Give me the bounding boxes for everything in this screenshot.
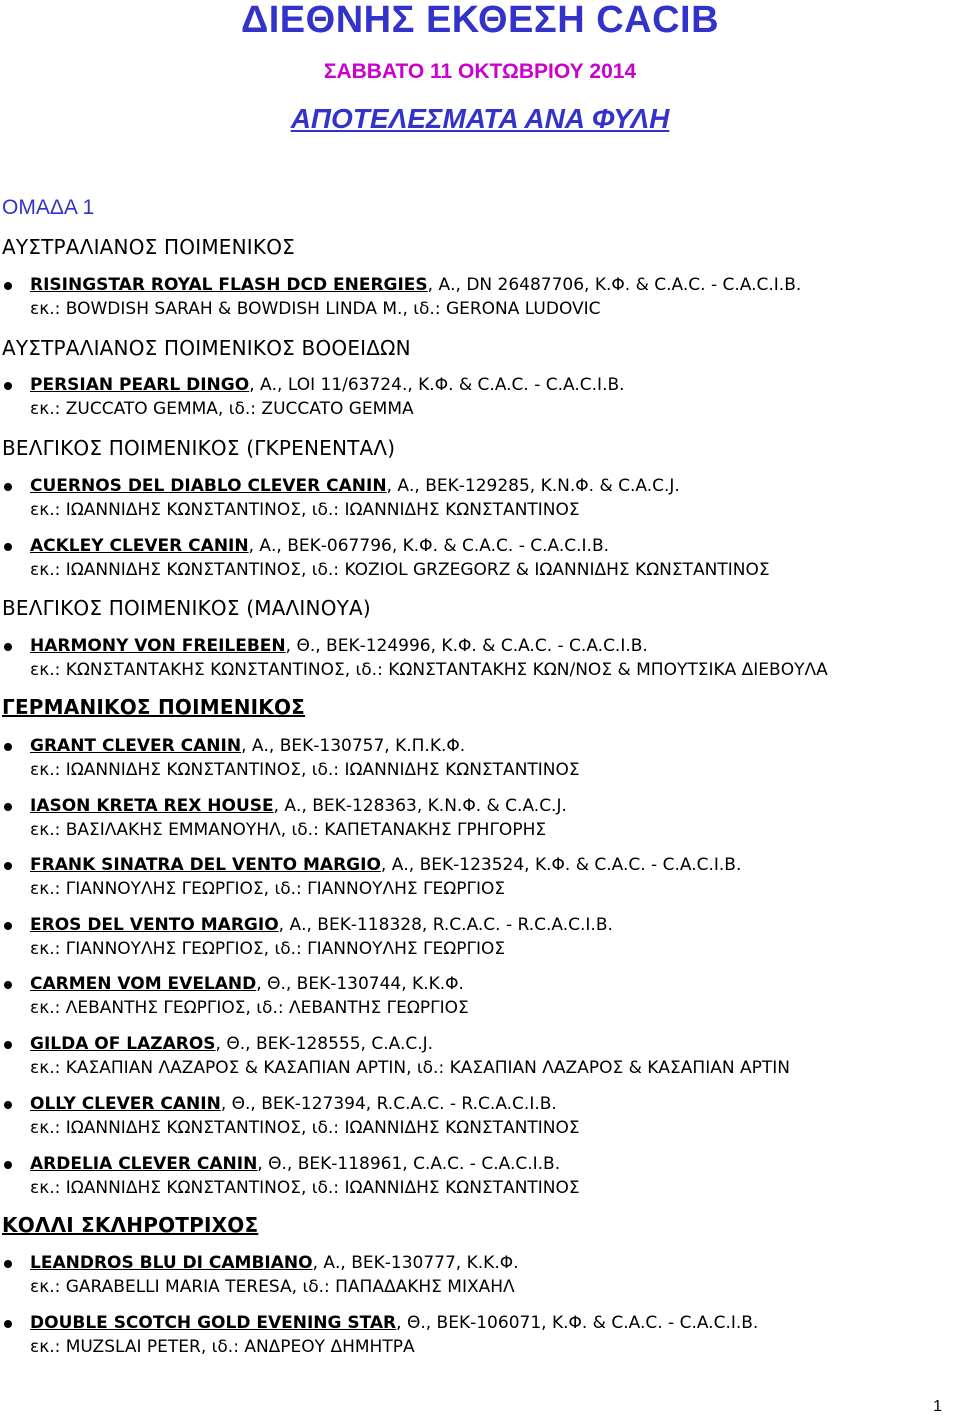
bullet-icon (4, 382, 12, 390)
breed-heading: ΑΥΣΤΡΑΛΙΑΝΟΣ ΠΟΙΜΕΝΙΚΟΣ (2, 235, 295, 259)
owner-line: εκ.: ΙΩΑΝΝΙΔΗΣ ΚΩΝΣΤΑΝΤΙΝΟΣ, ιδ.: ΙΩΑΝΝΙΔΗΣ ΚΩΝΣΤΑΝΤΙΝΟΣ (30, 1118, 580, 1138)
owner-line: εκ.: GARABELLI MARIA TERESA, ιδ.: ΠΑΠΑΔΑΚΗΣ ΜΙΧΑΗΛ (30, 1277, 515, 1297)
owner-line: εκ.: ΙΩΑΝΝΙΔΗΣ ΚΩΝΣΤΑΝΤΙΝΟΣ, ιδ.: ΙΩΑΝΝΙΔΗΣ ΚΩΝΣΤΑΝΤΙΝΟΣ (30, 1178, 580, 1198)
dog-line (30, 1092, 557, 1116)
dog-line (30, 913, 613, 937)
bullet-icon (4, 643, 12, 651)
breed-heading: ΒΕΛΓΙΚΟΣ ΠΟΙΜΕΝΙΚΟΣ (ΓΚΡΕΝΕΝΤΑΛ) (2, 436, 396, 460)
page-number: 1 (933, 1398, 942, 1415)
dog-details: , Α., ΒΕΚ-067796, Κ.Φ. & C.A.C. - C.A.C.I.B. (248, 536, 610, 556)
dog-line (30, 794, 567, 818)
dog-details: , Α., ΒΕΚ-118328, R.C.A.C. - R.C.A.C.I.B. (278, 915, 613, 935)
bullet-icon (4, 862, 12, 870)
dog-name: OLLY CLEVER CANIN (30, 1094, 221, 1114)
owner-line: εκ.: ΙΩΑΝΝΙΔΗΣ ΚΩΝΣΤΑΝΤΙΝΟΣ, ιδ.: ΙΩΑΝΝΙΔΗΣ ΚΩΝΣΤΑΝΤΙΝΟΣ (30, 500, 580, 520)
dog-line (30, 474, 680, 498)
dog-details: , Θ., ΒΕΚ-128555, C.A.C.J. (215, 1034, 434, 1054)
dog-details: , Α., LOI 11/63724., Κ.Φ. & C.A.C. - C.A.C.I.B. (249, 375, 625, 395)
breed-heading: ΓΕΡΜΑΝΙΚΟΣ ΠΟΙΜΕΝΙΚΟΣ (2, 695, 306, 719)
bullet-icon (4, 1161, 12, 1169)
bullet-icon (4, 1260, 12, 1268)
bullet-icon (4, 483, 12, 491)
dog-line (30, 734, 465, 758)
owner-line: εκ.: ZUCCATO GEMMA, ιδ.: ZUCCATO GEMMA (30, 399, 414, 419)
dog-name: ARDELIA CLEVER CANIN (30, 1154, 258, 1174)
owner-line: εκ.: ΚΩΝΣΤΑΝΤΑΚΗΣ ΚΩΝΣΤΑΝΤΙΝΟΣ, ιδ.: ΚΩΝΣΤΑΝΤΑΚΗΣ ΚΩΝ/ΝΟΣ & ΜΠΟΥΤΣΙΚΑ ΔΙΕΒΟΥΛΑ (30, 660, 828, 680)
group-heading: ΟΜΑΔΑ 1 (2, 196, 95, 219)
owner-line: εκ.: ΚΑΣΑΠΙΑΝ ΛΑΖΑΡΟΣ & ΚΑΣΑΠΙΑΝ ΑΡΤΙΝ, ιδ.: ΚΑΣΑΠΙΑΝ ΛΑΖΑΡΟΣ & ΚΑΣΑΠΙΑΝ ΑΡΤΙΝ (30, 1058, 790, 1078)
owner-line: εκ.: ΓΙΑΝΝΟΥΛΗΣ ΓΕΩΡΓΙΟΣ, ιδ.: ΓΙΑΝΝΟΥΛΗΣ ΓΕΩΡΓΙΟΣ (30, 879, 506, 899)
owner-line: εκ.: ΓΙΑΝΝΟΥΛΗΣ ΓΕΩΡΓΙΟΣ, ιδ.: ΓΙΑΝΝΟΥΛΗΣ ΓΕΩΡΓΙΟΣ (30, 939, 506, 959)
dog-line (30, 634, 648, 658)
dog-details: , Θ., ΒΕΚ-127394, R.C.A.C. - R.C.A.C.I.B. (220, 1094, 557, 1114)
bullet-icon (4, 981, 12, 989)
dog-details: , Α., DN 26487706, Κ.Φ. & C.A.C. - C.A.C.I.B. (427, 275, 802, 295)
bullet-icon (4, 543, 12, 551)
owner-line: εκ.: ΙΩΑΝΝΙΔΗΣ ΚΩΝΣΤΑΝΤΙΝΟΣ, ιδ.: KOZIOL GRZEGORZ & ΙΩΑΝΝΙΔΗΣ ΚΩΝΣΤΑΝΤΙΝΟΣ (30, 560, 770, 580)
dog-name: HARMONY VON FREILEBEN (30, 636, 286, 656)
owner-line: εκ.: BOWDISH SARAH & BOWDISH LINDA M., ιδ.: GERONA LUDOVIC (30, 299, 601, 319)
dog-name: IASON KRETA REX HOUSE (30, 796, 274, 816)
owner-line: εκ.: ΙΩΑΝΝΙΔΗΣ ΚΩΝΣΤΑΝΤΙΝΟΣ, ιδ.: ΙΩΑΝΝΙΔΗΣ ΚΩΝΣΤΑΝΤΙΝΟΣ (30, 760, 580, 780)
breed-heading: ΚΟΛΛΙ ΣΚΛΗΡΟΤΡΙΧΟΣ (2, 1213, 259, 1237)
dog-name: ACKLEY CLEVER CANIN (30, 536, 249, 556)
dog-details: , Θ., ΒΕΚ-106071, Κ.Φ. & C.A.C. - C.A.C.I.B. (396, 1313, 759, 1333)
dog-line (30, 373, 625, 397)
dog-line (30, 273, 801, 297)
bullet-icon (4, 743, 12, 751)
dog-name: EROS DEL VENTO MARGIO (30, 915, 279, 935)
dog-name: DOUBLE SCOTCH GOLD EVENING STAR (30, 1313, 397, 1333)
dog-details: , Α., ΒΕΚ-130777, Κ.Κ.Φ. (312, 1253, 519, 1273)
dog-details: , Θ., ΒΕΚ-130744, Κ.Κ.Φ. (256, 974, 464, 994)
bullet-icon (4, 1101, 12, 1109)
owner-line: εκ.: ΛΕΒΑΝΤΗΣ ΓΕΩΡΓΙΟΣ, ιδ.: ΛΕΒΑΝΤΗΣ ΓΕΩΡΓΙΟΣ (30, 998, 469, 1018)
show-date: ΣΑΒΒΑΤΟ 11 ΟΚΤΩΒΡΙΟΥ 2014 (323, 60, 637, 83)
dog-line (30, 853, 741, 877)
breed-heading: ΒΕΛΓΙΚΟΣ ΠΟΙΜΕΝΙΚΟΣ (ΜΑΛΙΝΟΥΑ) (2, 596, 371, 620)
dog-line (30, 972, 464, 996)
bullet-icon (4, 1320, 12, 1328)
bullet-icon (4, 1041, 12, 1049)
owner-line: εκ.: MUZSLAI PETER, ιδ.: ΑΝΔΡΕΟΥ ΔΗΜΗΤΡΑ (30, 1337, 415, 1357)
dog-name: CARMEN VOM EVELAND (30, 974, 257, 994)
dog-name: GRANT CLEVER CANIN (30, 736, 242, 756)
results-heading: ΑΠΟΤΕΛΕΣΜΑΤΑ ΑΝΑ ΦΥΛΗ (290, 103, 670, 134)
dog-details: , Α., ΒΕΚ-123524, Κ.Φ. & C.A.C. - C.A.C.I.B. (380, 855, 742, 875)
dog-line (30, 1251, 519, 1275)
dog-line (30, 1311, 758, 1335)
page-title: ΔΙΕΘΝΗΣ ΕΚΘΕΣΗ CACIB (240, 0, 720, 41)
breed-heading: ΑΥΣΤΡΑΛΙΑΝΟΣ ΠΟΙΜΕΝΙΚΟΣ ΒΟΟΕΙΔΩΝ (2, 336, 411, 360)
dog-name: CUERNOS DEL DIABLO CLEVER CANIN (30, 476, 387, 496)
dog-details: , Α., ΒΕΚ-129285, Κ.Ν.Φ. & C.A.C.J. (386, 476, 680, 496)
dog-name: FRANK SINATRA DEL VENTO MARGIO (30, 855, 381, 875)
owner-line: εκ.: ΒΑΣΙΛΑΚΗΣ ΕΜΜΑΝΟΥΗΛ, ιδ.: ΚΑΠΕΤΑΝΑΚΗΣ ΓΡΗΓΟΡΗΣ (30, 820, 547, 840)
dog-details: , Α., ΒΕΚ-130757, Κ.Π.Κ.Φ. (241, 736, 466, 756)
dog-details: , Θ., ΒΕΚ-118961, C.A.C. - C.A.C.I.B. (257, 1154, 561, 1174)
dog-details: , Α., ΒΕΚ-128363, Κ.Ν.Φ. & C.A.C.J. (273, 796, 567, 816)
dog-details: , Θ., ΒΕΚ-124996, Κ.Φ. & C.A.C. - C.A.C.I.B. (285, 636, 648, 656)
bullet-icon (4, 922, 12, 930)
dog-name: LEANDROS BLU DI CAMBIANO (30, 1253, 313, 1273)
bullet-icon (4, 803, 12, 811)
dog-line (30, 534, 609, 558)
dog-name: PERSIAN PEARL DINGO (30, 375, 250, 395)
dog-line (30, 1152, 560, 1176)
dog-line (30, 1032, 433, 1056)
dog-name: GILDA OF LAZAROS (30, 1034, 216, 1054)
dog-name: RISINGSTAR ROYAL FLASH DCD ENERGIES (30, 275, 428, 295)
bullet-icon (4, 282, 12, 290)
